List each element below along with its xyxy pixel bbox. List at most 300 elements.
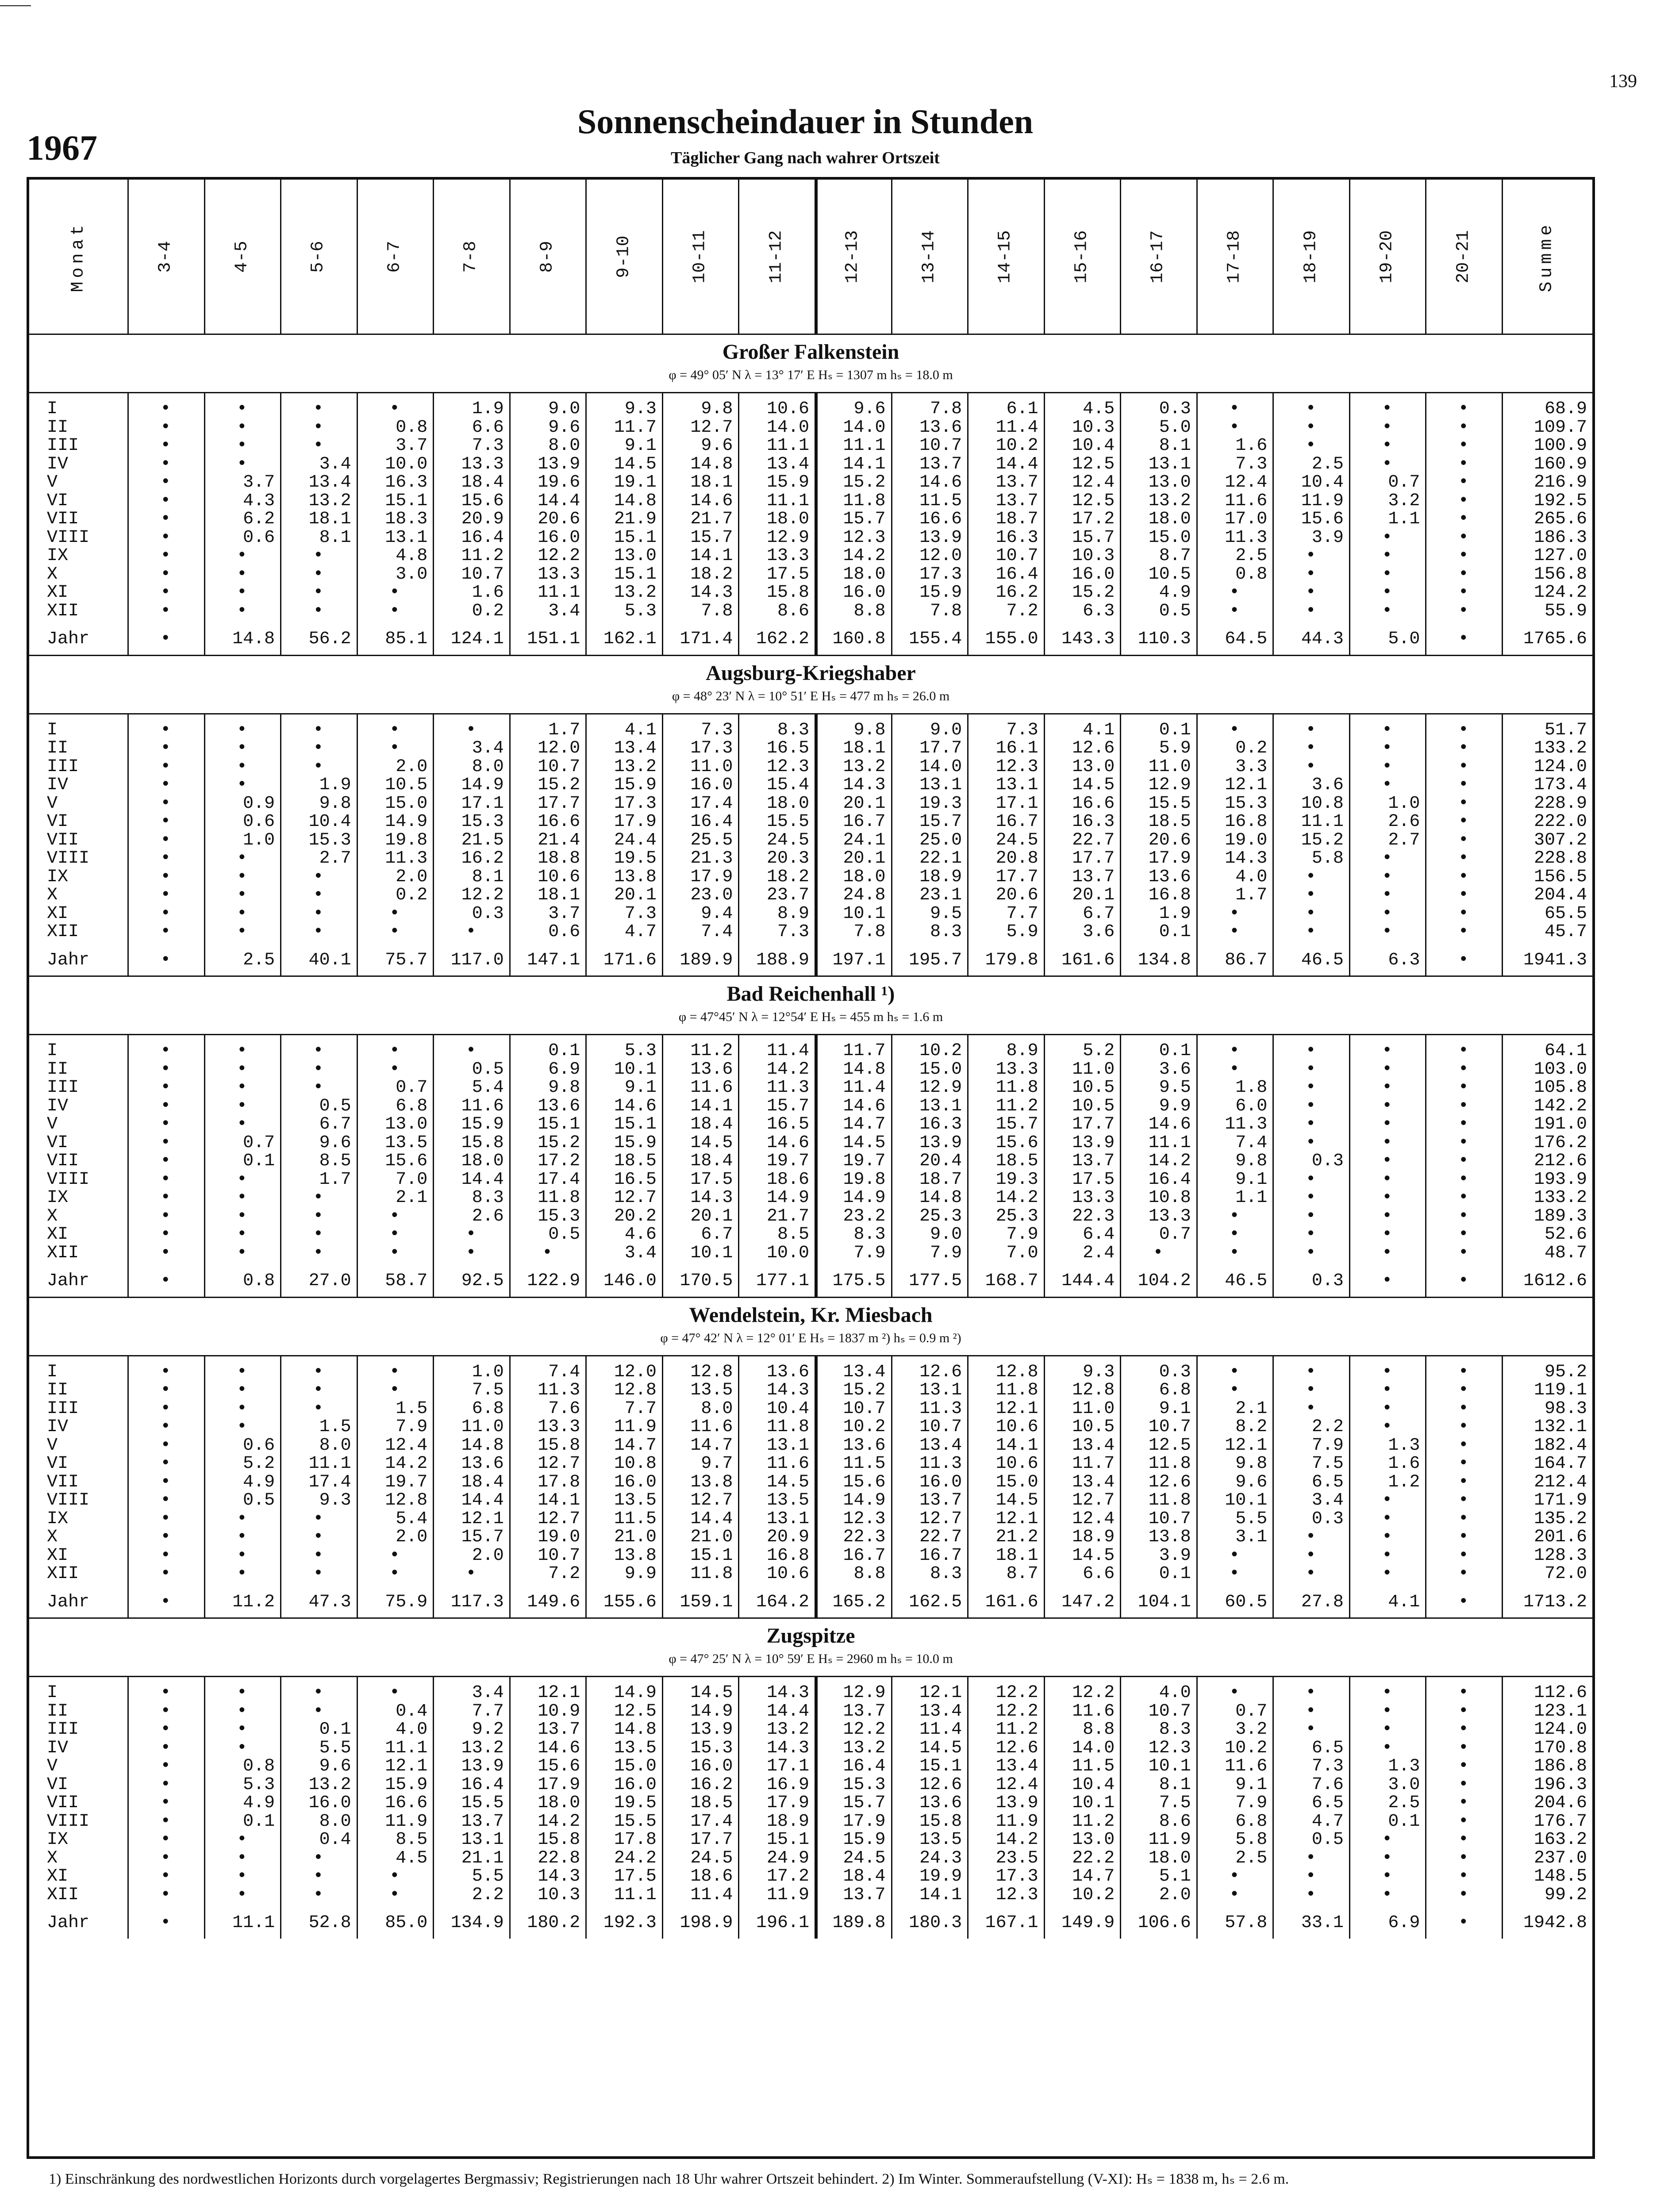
hour-cell: • <box>1382 1151 1393 1171</box>
column-rule <box>1425 180 1426 334</box>
hour-cell: 16.6 <box>1072 793 1115 814</box>
sum-cell: 171.9 <box>1533 1490 1587 1510</box>
hour-cell: 18.0 <box>1148 1848 1191 1868</box>
column-header-label: 14-15 <box>995 230 1015 284</box>
column-rule <box>509 1676 511 1939</box>
hour-cell: 9.6 <box>319 1133 351 1153</box>
hour-cell: 14.3 <box>1225 849 1268 868</box>
month-label: VII <box>47 1472 79 1492</box>
hour-cell: • <box>389 601 400 621</box>
column-header <box>585 180 662 334</box>
hour-cell: 6.3 <box>1083 601 1115 621</box>
hour-cell: • <box>1305 1096 1316 1116</box>
column-rule <box>1425 713 1426 976</box>
sum-cell: 45.7 <box>1544 922 1587 942</box>
column-rule <box>127 1355 129 1618</box>
hour-cell: • <box>236 1509 247 1529</box>
hour-cell: 189.8 <box>832 1913 886 1933</box>
hour-cell: 14.6 <box>690 491 733 511</box>
hour-cell: • <box>1458 720 1469 740</box>
hour-cell: 13.6 <box>461 1454 504 1474</box>
hour-cell: 106.6 <box>1138 1913 1191 1933</box>
hour-cell: 11.9 <box>766 1885 809 1905</box>
hour-cell: 12.3 <box>843 527 886 548</box>
hour-cell: 12.5 <box>614 1701 657 1721</box>
sum-cell: 52.6 <box>1544 1225 1587 1244</box>
hour-cell: 12.7 <box>538 1454 580 1474</box>
hour-cell: • <box>1229 1683 1240 1703</box>
month-label: VIII <box>47 1811 90 1832</box>
hour-cell: 4.5 <box>1083 399 1115 419</box>
hour-cell: 13.7 <box>461 1811 504 1832</box>
hour-cell: 13.1 <box>766 1435 809 1455</box>
hour-cell: 1.2 <box>1388 1472 1420 1492</box>
hour-cell: 13.6 <box>919 1793 962 1813</box>
hour-cell: 11.0 <box>1072 1398 1115 1419</box>
hour-cell: • <box>313 867 324 887</box>
hour-cell: 13.8 <box>614 1545 657 1566</box>
hour-cell: 0.5 <box>243 1490 275 1510</box>
hour-cell: 8.8 <box>853 601 886 621</box>
hour-cell: 18.1 <box>843 738 886 758</box>
hour-cell: 5.4 <box>396 1509 428 1529</box>
column-header-label: 6-7 <box>384 240 405 273</box>
hour-cell: 0.3 <box>472 903 504 924</box>
hour-cell: 18.0 <box>843 564 886 584</box>
hour-cell: 10.5 <box>385 775 428 795</box>
hour-cell: 16.4 <box>461 1774 504 1795</box>
hour-cell: • <box>1229 1362 1240 1382</box>
hour-cell: 8.3 <box>930 1564 962 1584</box>
hour-cell: 21.0 <box>690 1527 733 1547</box>
hour-cell: 18.3 <box>385 509 428 529</box>
hour-cell: 0.1 <box>1388 1811 1420 1832</box>
hour-cell: • <box>465 1041 477 1061</box>
column-rule <box>280 1034 281 1297</box>
hour-cell: 11.4 <box>843 1078 886 1098</box>
hour-cell: 24.4 <box>614 830 657 850</box>
sum-cell: 55.9 <box>1544 601 1587 621</box>
hour-cell: • <box>1458 472 1469 492</box>
hour-cell: 16.8 <box>1225 812 1268 832</box>
hour-cell: 18.5 <box>614 1151 657 1171</box>
hour-cell: 0.6 <box>548 922 580 942</box>
hour-cell: 0.2 <box>1235 738 1268 758</box>
hour-cell: 11.3 <box>766 1078 809 1098</box>
sum-cell: 48.7 <box>1544 1243 1587 1263</box>
hour-cell: 14.4 <box>766 1701 809 1721</box>
hour-cell: • <box>1382 436 1393 456</box>
hour-cell: 9.0 <box>930 720 962 740</box>
hour-cell: • <box>160 1417 171 1437</box>
table-rule <box>29 334 1592 335</box>
column-header-label: 8-9 <box>537 240 557 273</box>
hour-cell: • <box>1458 922 1469 942</box>
hour-cell: 11.1 <box>766 491 809 511</box>
hour-cell: 16.0 <box>843 583 886 603</box>
sum-cell: 212.4 <box>1533 1472 1587 1492</box>
hour-cell: 18.0 <box>843 867 886 887</box>
hour-cell: 7.4 <box>701 922 733 942</box>
hour-cell: • <box>1458 793 1469 814</box>
month-label: V <box>47 1756 58 1776</box>
month-label: VII <box>47 509 79 529</box>
station-name: Bad Reichenhall ¹) <box>726 982 895 1006</box>
hour-cell: 2.5 <box>1235 1848 1268 1868</box>
sum-cell: 163.2 <box>1533 1830 1587 1850</box>
hour-cell: • <box>1305 922 1316 942</box>
hour-cell: • <box>313 417 324 438</box>
hour-cell: 2.0 <box>1159 1885 1191 1905</box>
sum-cell: 160.9 <box>1533 454 1587 474</box>
hour-cell: 10.5 <box>1148 564 1191 584</box>
hour-cell: 17.9 <box>766 1793 809 1813</box>
hour-cell: • <box>1382 454 1393 474</box>
sum-cell: 307.2 <box>1533 830 1587 850</box>
hour-cell: 18.4 <box>461 472 504 492</box>
sum-cell: 201.6 <box>1533 1527 1587 1547</box>
hour-cell: 2.0 <box>472 1545 504 1566</box>
hour-cell: 13.9 <box>1072 1133 1115 1153</box>
hour-cell: • <box>1305 1564 1316 1584</box>
hour-cell: 11.8 <box>995 1380 1038 1400</box>
hour-cell: 14.8 <box>843 1059 886 1079</box>
hour-cell: 11.7 <box>614 417 657 438</box>
hour-cell: 1.3 <box>1388 1756 1420 1776</box>
hour-cell: 12.7 <box>538 1509 580 1529</box>
hour-cell: 17.8 <box>538 1472 580 1492</box>
sum-cell: 265.6 <box>1533 509 1587 529</box>
month-label: VII <box>47 830 79 850</box>
hour-cell: • <box>1382 1830 1393 1850</box>
hour-cell: 14.8 <box>614 491 657 511</box>
hour-cell: 8.1 <box>319 527 351 548</box>
hour-cell: • <box>313 903 324 924</box>
hour-cell: • <box>313 436 324 456</box>
column-rule <box>967 1676 969 1939</box>
hour-cell: 11.2 <box>1072 1811 1115 1832</box>
hour-cell: 11.3 <box>919 1454 962 1474</box>
hour-cell: • <box>389 1243 400 1263</box>
hour-cell: 12.7 <box>690 1490 733 1510</box>
hour-cell: • <box>1382 720 1393 740</box>
hour-cell: 9.3 <box>624 399 657 419</box>
hour-cell: • <box>1382 1225 1393 1244</box>
hour-cell: 20.6 <box>538 509 580 529</box>
hour-cell: 10.8 <box>614 1454 657 1474</box>
hour-cell: 10.1 <box>1148 1756 1191 1776</box>
hour-cell: • <box>313 546 324 566</box>
hour-cell: 5.3 <box>243 1774 275 1795</box>
hour-cell: 14.0 <box>766 417 809 438</box>
hour-cell: 12.3 <box>995 1885 1038 1905</box>
hour-cell: • <box>1382 1885 1393 1905</box>
hour-cell: • <box>389 1885 400 1905</box>
column-rule <box>1425 1355 1426 1618</box>
hour-cell: 15.8 <box>766 583 809 603</box>
hour-cell: 17.1 <box>461 793 504 814</box>
hour-cell: 13.2 <box>843 757 886 777</box>
column-header <box>1272 180 1349 334</box>
hour-cell: • <box>1229 601 1240 621</box>
hour-cell: 8.7 <box>1006 1564 1038 1584</box>
hour-cell: 15.2 <box>538 1133 580 1153</box>
column-header <box>357 180 433 334</box>
hour-cell: 14.4 <box>690 1509 733 1529</box>
hour-cell: 8.0 <box>701 1398 733 1419</box>
hour-cell: 13.0 <box>1148 472 1191 492</box>
hour-cell: 17.3 <box>614 793 657 814</box>
hour-cell: 13.0 <box>1072 757 1115 777</box>
hour-cell: • <box>236 1738 247 1758</box>
hour-cell: 5.3 <box>624 601 657 621</box>
hour-cell: 13.2 <box>843 1738 886 1758</box>
hour-cell: 16.4 <box>690 812 733 832</box>
hour-cell: 2.5 <box>1311 454 1344 474</box>
hour-cell: • <box>465 720 477 740</box>
hour-cell: • <box>1382 1738 1393 1758</box>
column-rule <box>967 392 969 655</box>
hour-cell: 180.2 <box>527 1913 580 1933</box>
hour-cell: 5.3 <box>624 1041 657 1061</box>
hour-cell: • <box>1458 1133 1469 1153</box>
hour-cell: 177.1 <box>756 1271 809 1291</box>
hour-cell: 7.4 <box>1235 1133 1268 1153</box>
hour-cell: 20.1 <box>843 849 886 868</box>
hour-cell: • <box>1229 1206 1240 1226</box>
hour-cell: • <box>160 1701 171 1721</box>
hour-cell: 7.5 <box>472 1380 504 1400</box>
hour-cell: 17.4 <box>308 1472 351 1492</box>
hour-cell: • <box>1458 812 1469 832</box>
hour-cell: 7.8 <box>930 399 962 419</box>
hour-cell: 8.1 <box>1159 1774 1191 1795</box>
column-rule <box>585 180 587 334</box>
hour-cell: • <box>160 1114 171 1134</box>
column-rule <box>1120 1355 1121 1618</box>
hour-cell: 11.9 <box>995 1811 1038 1832</box>
hour-cell: • <box>313 1398 324 1419</box>
hour-cell: 13.6 <box>538 1096 580 1116</box>
hour-cell: 170.5 <box>680 1271 733 1291</box>
hour-cell: 175.5 <box>832 1271 886 1291</box>
column-rule <box>585 392 587 655</box>
hour-cell: • <box>236 1041 247 1061</box>
hour-cell: 14.2 <box>385 1454 428 1474</box>
hour-cell: • <box>160 1078 171 1098</box>
hour-cell: 14.2 <box>1148 1151 1191 1171</box>
hour-cell: 4.7 <box>624 922 657 942</box>
hour-cell: 11.1 <box>843 436 886 456</box>
hour-cell: 17.4 <box>690 1811 733 1832</box>
column-rule <box>738 180 739 334</box>
hour-cell: 6.3 <box>1388 950 1420 970</box>
hour-cell: • <box>313 1564 324 1584</box>
hour-cell: 5.5 <box>319 1738 351 1758</box>
hour-cell: 9.8 <box>319 793 351 814</box>
hour-cell: 10.7 <box>919 436 962 456</box>
hour-cell: 13.3 <box>766 546 809 566</box>
hour-cell: 11.9 <box>1301 491 1344 511</box>
hour-cell: 8.3 <box>472 1188 504 1208</box>
hour-cell: 0.5 <box>319 1096 351 1116</box>
hour-cell: • <box>236 1830 247 1850</box>
hour-cell: 0.7 <box>396 1078 428 1098</box>
hour-cell: 160.8 <box>832 629 886 649</box>
month-label: VIII <box>47 1169 90 1190</box>
hour-cell: • <box>1458 1206 1469 1226</box>
hour-cell: 11.1 <box>614 1885 657 1905</box>
hour-cell: 14.2 <box>995 1830 1038 1850</box>
hour-cell: 12.5 <box>1148 1435 1191 1455</box>
hour-cell: 8.3 <box>930 922 962 942</box>
hour-cell: • <box>313 1866 324 1886</box>
hour-cell: 13.2 <box>614 757 657 777</box>
hour-cell: • <box>389 1362 400 1382</box>
hour-cell: 9.6 <box>1235 1472 1268 1492</box>
hour-cell: • <box>1382 1096 1393 1116</box>
hour-cell: 15.8 <box>461 1133 504 1153</box>
hour-cell: 10.6 <box>538 867 580 887</box>
hour-cell: 14.6 <box>766 1133 809 1153</box>
table-rule <box>29 392 1592 393</box>
hour-cell: 15.7 <box>843 1793 886 1813</box>
hour-cell: • <box>160 830 171 850</box>
hour-cell: 16.4 <box>843 1756 886 1776</box>
hour-cell: 27.0 <box>308 1271 351 1291</box>
hour-cell: • <box>1458 1720 1469 1740</box>
hour-cell: 14.0 <box>1072 1738 1115 1758</box>
hour-cell: 12.0 <box>538 738 580 758</box>
column-rule <box>509 180 511 334</box>
sum-cell: 124.2 <box>1533 583 1587 603</box>
hour-cell: • <box>1458 867 1469 887</box>
hour-cell: 15.1 <box>614 1114 657 1134</box>
hour-cell: 13.5 <box>766 1490 809 1510</box>
month-label: X <box>47 885 58 905</box>
hour-cell: 3.4 <box>472 738 504 758</box>
hour-cell: • <box>160 601 171 621</box>
hour-cell: 10.7 <box>461 564 504 584</box>
column-rule <box>1120 1676 1121 1939</box>
hour-cell: 13.4 <box>766 454 809 474</box>
hour-cell: 14.7 <box>843 1114 886 1134</box>
hour-cell: 12.4 <box>1072 1509 1115 1529</box>
table-rule <box>29 655 1592 656</box>
hour-cell: 14.3 <box>690 583 733 603</box>
hour-cell: 17.0 <box>1225 509 1268 529</box>
hour-cell: 12.0 <box>614 1362 657 1382</box>
hour-cell: • <box>389 1683 400 1703</box>
hour-cell: • <box>1458 1509 1469 1529</box>
hour-cell: 15.6 <box>843 1472 886 1492</box>
hour-cell: 16.8 <box>766 1545 809 1566</box>
hour-cell: 15.6 <box>461 491 504 511</box>
sum-cell: 164.7 <box>1533 1454 1587 1474</box>
hour-cell: 7.9 <box>1006 1225 1038 1244</box>
hour-cell: • <box>1458 527 1469 548</box>
hour-cell: 13.9 <box>538 454 580 474</box>
hour-cell: 11.3 <box>538 1380 580 1400</box>
hour-cell: 11.4 <box>995 417 1038 438</box>
hour-cell: 9.6 <box>853 399 886 419</box>
hour-cell: 8.0 <box>548 436 580 456</box>
hour-cell: 17.5 <box>614 1866 657 1886</box>
hour-cell: 8.2 <box>1235 1417 1268 1437</box>
hour-cell: 12.6 <box>1072 738 1115 758</box>
hour-cell: 5.2 <box>1083 1041 1115 1061</box>
sum-cell: 173.4 <box>1533 775 1587 795</box>
hour-cell: 14.5 <box>843 1133 886 1153</box>
hour-cell: 16.6 <box>538 812 580 832</box>
hour-cell: 4.5 <box>396 1848 428 1868</box>
hour-cell: • <box>1458 454 1469 474</box>
hour-cell: • <box>1458 775 1469 795</box>
hour-cell: • <box>1305 1380 1316 1400</box>
hour-cell: 14.3 <box>766 1683 809 1703</box>
hour-cell: 2.6 <box>472 1206 504 1226</box>
column-rule <box>891 392 892 655</box>
sum-cell: 135.2 <box>1533 1509 1587 1529</box>
column-rule <box>662 1355 663 1618</box>
column-rule <box>204 392 205 655</box>
month-label: XII <box>47 922 79 942</box>
sum-cell: 103.0 <box>1533 1059 1587 1079</box>
hour-cell: • <box>1458 1059 1469 1079</box>
hour-cell: • <box>160 546 171 566</box>
hour-cell: 15.5 <box>461 1793 504 1813</box>
hour-cell: • <box>1382 564 1393 584</box>
hour-cell: • <box>236 1848 247 1868</box>
hour-cell: 12.8 <box>385 1490 428 1510</box>
hour-cell: • <box>236 849 247 868</box>
column-rule <box>357 180 358 334</box>
month-label: IV <box>47 1417 69 1437</box>
hour-cell: 0.5 <box>472 1059 504 1079</box>
hour-cell: • <box>389 583 400 603</box>
hour-cell: • <box>1305 1188 1316 1208</box>
hour-cell: 0.1 <box>1159 1041 1191 1061</box>
month-label: XII <box>47 1564 79 1584</box>
sum-cell: 128.3 <box>1533 1545 1587 1566</box>
hour-cell: 134.8 <box>1138 950 1191 970</box>
hour-cell: 12.6 <box>919 1362 962 1382</box>
hour-cell: 0.1 <box>548 1041 580 1061</box>
column-rule <box>357 1034 358 1297</box>
hour-cell: 0.8 <box>243 1271 275 1291</box>
hour-cell: 11.6 <box>766 1454 809 1474</box>
hour-cell: • <box>389 922 400 942</box>
hour-cell: 9.1 <box>1235 1774 1268 1795</box>
column-header <box>204 180 281 334</box>
hour-cell: • <box>1458 1151 1469 1171</box>
hour-cell: 46.5 <box>1301 950 1344 970</box>
hour-cell: 11.2 <box>232 1592 275 1612</box>
hour-cell: 60.5 <box>1225 1592 1268 1612</box>
hour-cell: • <box>1382 1114 1393 1134</box>
hour-cell: • <box>236 775 247 795</box>
hour-cell: 11.8 <box>1148 1454 1191 1474</box>
sum-cell: 186.8 <box>1533 1756 1587 1776</box>
hour-cell: 161.6 <box>1061 950 1115 970</box>
hour-cell: 3.6 <box>1311 775 1344 795</box>
hour-cell: • <box>236 1683 247 1703</box>
hour-cell: 0.5 <box>1159 601 1191 621</box>
hour-cell: 15.3 <box>1225 793 1268 814</box>
month-label: Jahr <box>47 1913 90 1933</box>
month-label: IX <box>47 546 69 566</box>
hour-cell: • <box>389 1059 400 1079</box>
